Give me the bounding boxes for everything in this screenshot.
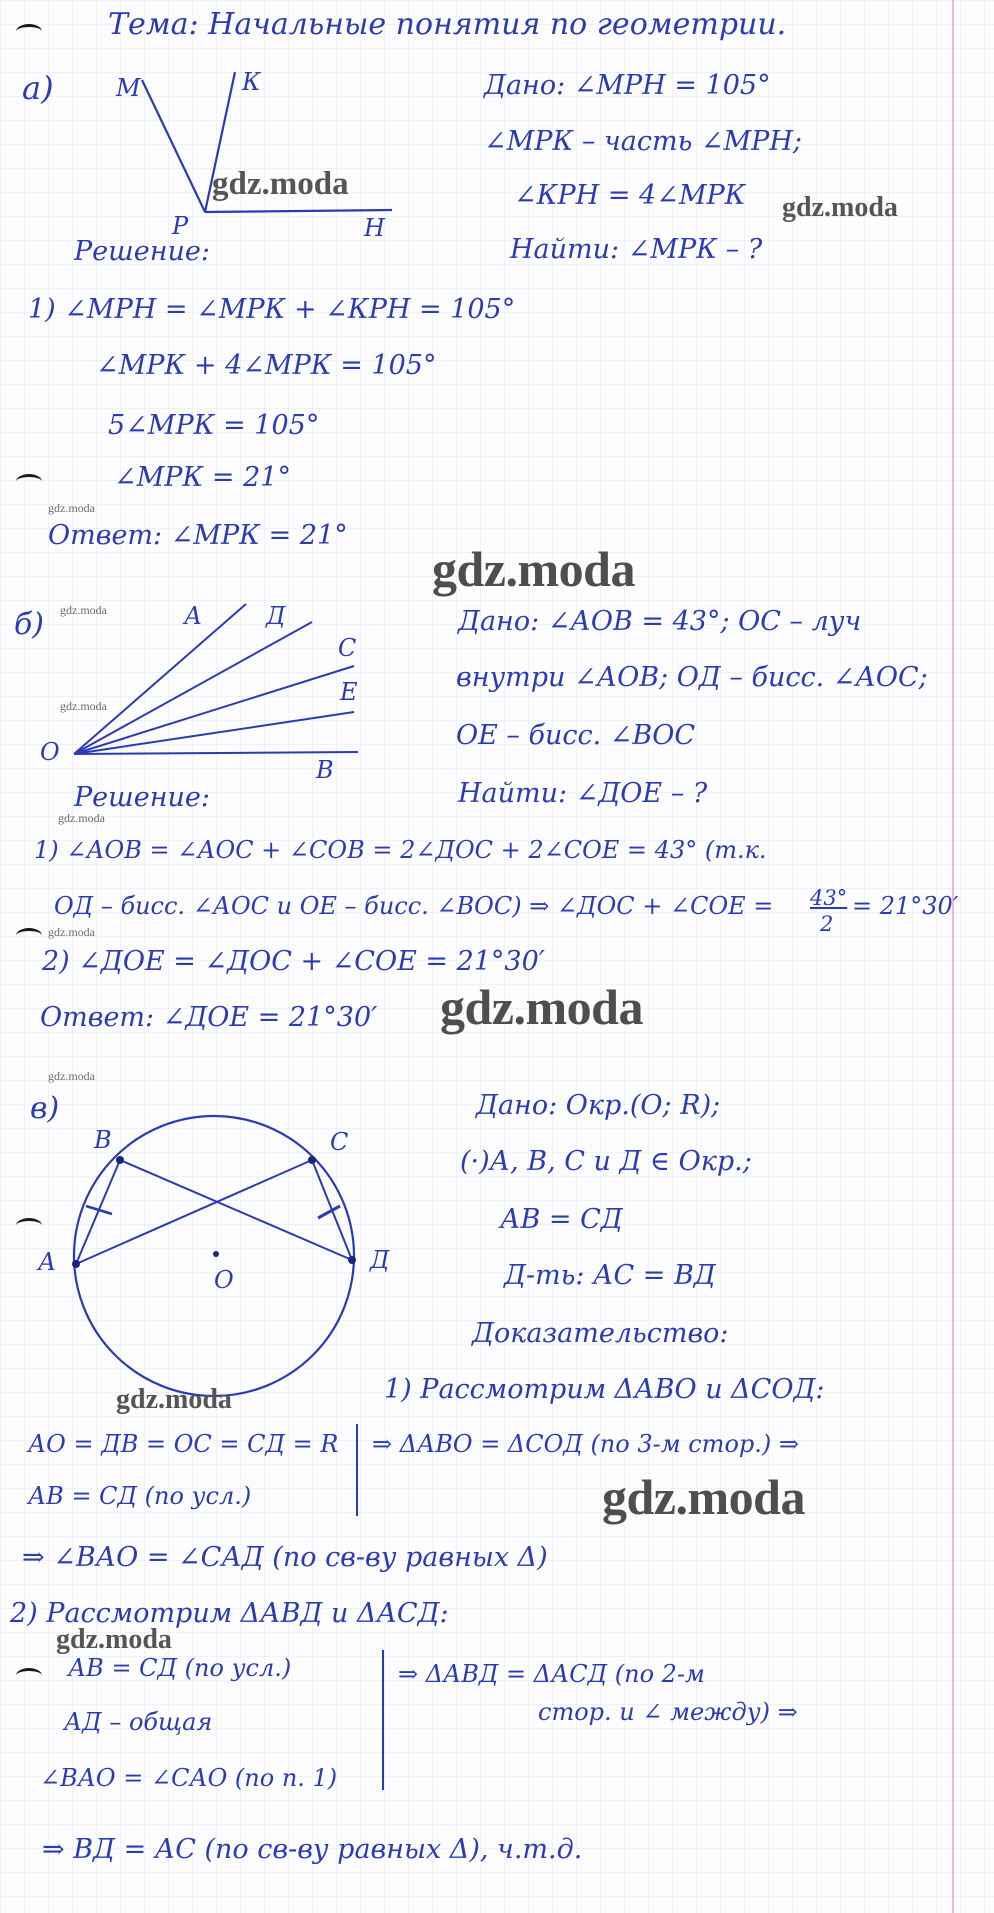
step-2-brace xyxy=(382,1650,384,1790)
part-a-solution-title: Решение: xyxy=(74,236,210,267)
watermark: gdz.moda xyxy=(212,166,349,202)
part-c-given-3: АВ = СД xyxy=(500,1204,623,1235)
point-a-label: А xyxy=(184,602,203,630)
part-b-given-1: Дано: ∠АОВ = 43°; ОС – луч xyxy=(458,606,862,637)
watermark: gdz.moda xyxy=(56,1624,172,1655)
part-c-step-2-given-1: АВ = СД (по усл.) xyxy=(68,1654,292,1682)
watermark: gdz.moda xyxy=(60,603,107,617)
point-p-label: Р xyxy=(172,212,189,240)
part-c-step-2-title: 2) Рассмотрим ΔАВД и ΔАСД: xyxy=(10,1598,449,1629)
part-b-given-3: ОЕ – бисс. ∠ВОС xyxy=(456,720,696,751)
part-c-step-2-result-2: стор. и ∠ между) ⇒ xyxy=(538,1698,798,1726)
part-a-given-2: ∠МРК – часть ∠МРН; xyxy=(484,126,802,157)
part-b-solution-title: Решение: xyxy=(74,782,210,813)
point-b-label: В xyxy=(316,756,334,784)
circle-point-c-label: С xyxy=(330,1128,349,1156)
point-c-label: С xyxy=(338,634,357,662)
watermark: gdz.moda xyxy=(58,811,105,825)
watermark: gdz.moda xyxy=(48,1069,95,1083)
part-c-step-1-given-1: АО = ДВ = ОС = СД = R xyxy=(28,1430,339,1458)
part-c-given-2: (·)А, В, С и Д ∈ Окр.; xyxy=(460,1146,752,1177)
point-h-label: Н xyxy=(364,214,385,242)
part-b-fraction-denominator: 2 xyxy=(820,912,834,936)
watermark: gdz.moda xyxy=(60,699,107,713)
point-e-label: Е xyxy=(340,678,358,706)
part-c-label: в) xyxy=(30,1091,60,1126)
part-c-step-1-title: 1) Рассмотрим ΔАВО и ΔСОД: xyxy=(384,1374,825,1405)
part-c-step-1-given-2: АВ = СД (по усл.) xyxy=(28,1482,252,1510)
point-k-label: К xyxy=(242,68,261,96)
part-b-fraction-result: = 21°30′ xyxy=(852,892,959,920)
watermark: gdz.moda xyxy=(48,501,95,515)
circle-point-a-label: А xyxy=(38,1248,57,1276)
part-c-proof-title: Доказательство: xyxy=(472,1318,729,1349)
part-b-label: б) xyxy=(14,607,45,642)
watermark: gdz.moda xyxy=(48,925,95,939)
part-c-step-2-result-1: ⇒ ΔАВД = ΔАСД (по 2-м xyxy=(398,1660,705,1688)
part-c-given-1: Дано: Окр.(О; R); xyxy=(476,1090,721,1121)
watermark: gdz.moda xyxy=(116,1384,232,1415)
part-b-step-1-line-1: 1) ∠АОВ = ∠АОС + ∠СОВ = 2∠ДОС + 2∠СОЕ = 43° (т.к. xyxy=(34,836,767,864)
circle-center-label: О xyxy=(214,1266,234,1294)
part-a-label: а) xyxy=(22,69,54,107)
point-o-label: О xyxy=(40,738,60,766)
page-title: Тема: Начальные понятия по геометрии. xyxy=(108,7,787,42)
circle-point-b-label: В xyxy=(94,1126,112,1154)
binding-mark xyxy=(16,1668,42,1683)
part-a-answer: Ответ: ∠МРК = 21° xyxy=(48,520,348,551)
watermark: gdz.moda xyxy=(432,541,635,597)
watermark: gdz.moda xyxy=(602,1469,805,1525)
part-a-given-1: Дано: ∠МРН = 105° xyxy=(484,70,771,101)
part-c-step-2-given-2: АД – общая xyxy=(64,1708,213,1736)
part-c-step-1-conclusion: ⇒ ∠ВАО = ∠САД (по св-ву равных Δ) xyxy=(22,1542,548,1573)
circle-point-d-label: Д xyxy=(370,1246,390,1274)
part-b-fraction-numerator: 43° xyxy=(810,886,848,910)
part-b-find: Найти: ∠ДОЕ – ? xyxy=(458,778,708,809)
watermark: gdz.moda xyxy=(782,192,898,223)
part-b-step-2: 2) ∠ДОЕ = ∠ДОС + ∠СОЕ = 21°30′ xyxy=(42,946,545,977)
part-b-step-1-line-2: ОД – бисс. ∠АОС и ОЕ – бисс. ∠ВОС) ⇒ ∠ДОС + ∠СОЕ = xyxy=(54,892,774,920)
point-m-label: М xyxy=(116,74,141,102)
watermark: gdz.moda xyxy=(440,979,643,1035)
part-b-given-2: внутри ∠АОВ; ОД – бисс. ∠АОС; xyxy=(456,662,928,693)
part-a-step-1: 1) ∠МРН = ∠МРК + ∠КРН = 105° xyxy=(28,294,516,325)
part-b-answer: Ответ: ∠ДОЕ = 21°30′ xyxy=(40,1002,378,1033)
point-d-label: Д xyxy=(266,602,286,630)
part-c-step-2-given-3: ∠ВАО = ∠САО (по п. 1) xyxy=(40,1764,338,1792)
part-a-step-3: 5∠МРК = 105° xyxy=(108,410,320,441)
part-a-step-4: ∠МРК = 21° xyxy=(114,462,291,493)
part-a-given-3: ∠КРН = 4∠МРК xyxy=(514,180,746,211)
part-c-given-4: Д-ть: АС = ВД xyxy=(504,1260,716,1291)
part-a-find: Найти: ∠МРК – ? xyxy=(510,234,763,265)
step-1-brace xyxy=(356,1424,358,1516)
part-c-step-2-conclusion: ⇒ ВД = АС (по св-ву равных Δ), ч.т.д. xyxy=(42,1834,583,1865)
part-a-step-2: ∠МРК + 4∠МРК = 105° xyxy=(96,350,437,381)
part-c-step-1-result: ⇒ ΔАВО = ΔСОД (по 3-м стор.) ⇒ xyxy=(372,1430,799,1458)
